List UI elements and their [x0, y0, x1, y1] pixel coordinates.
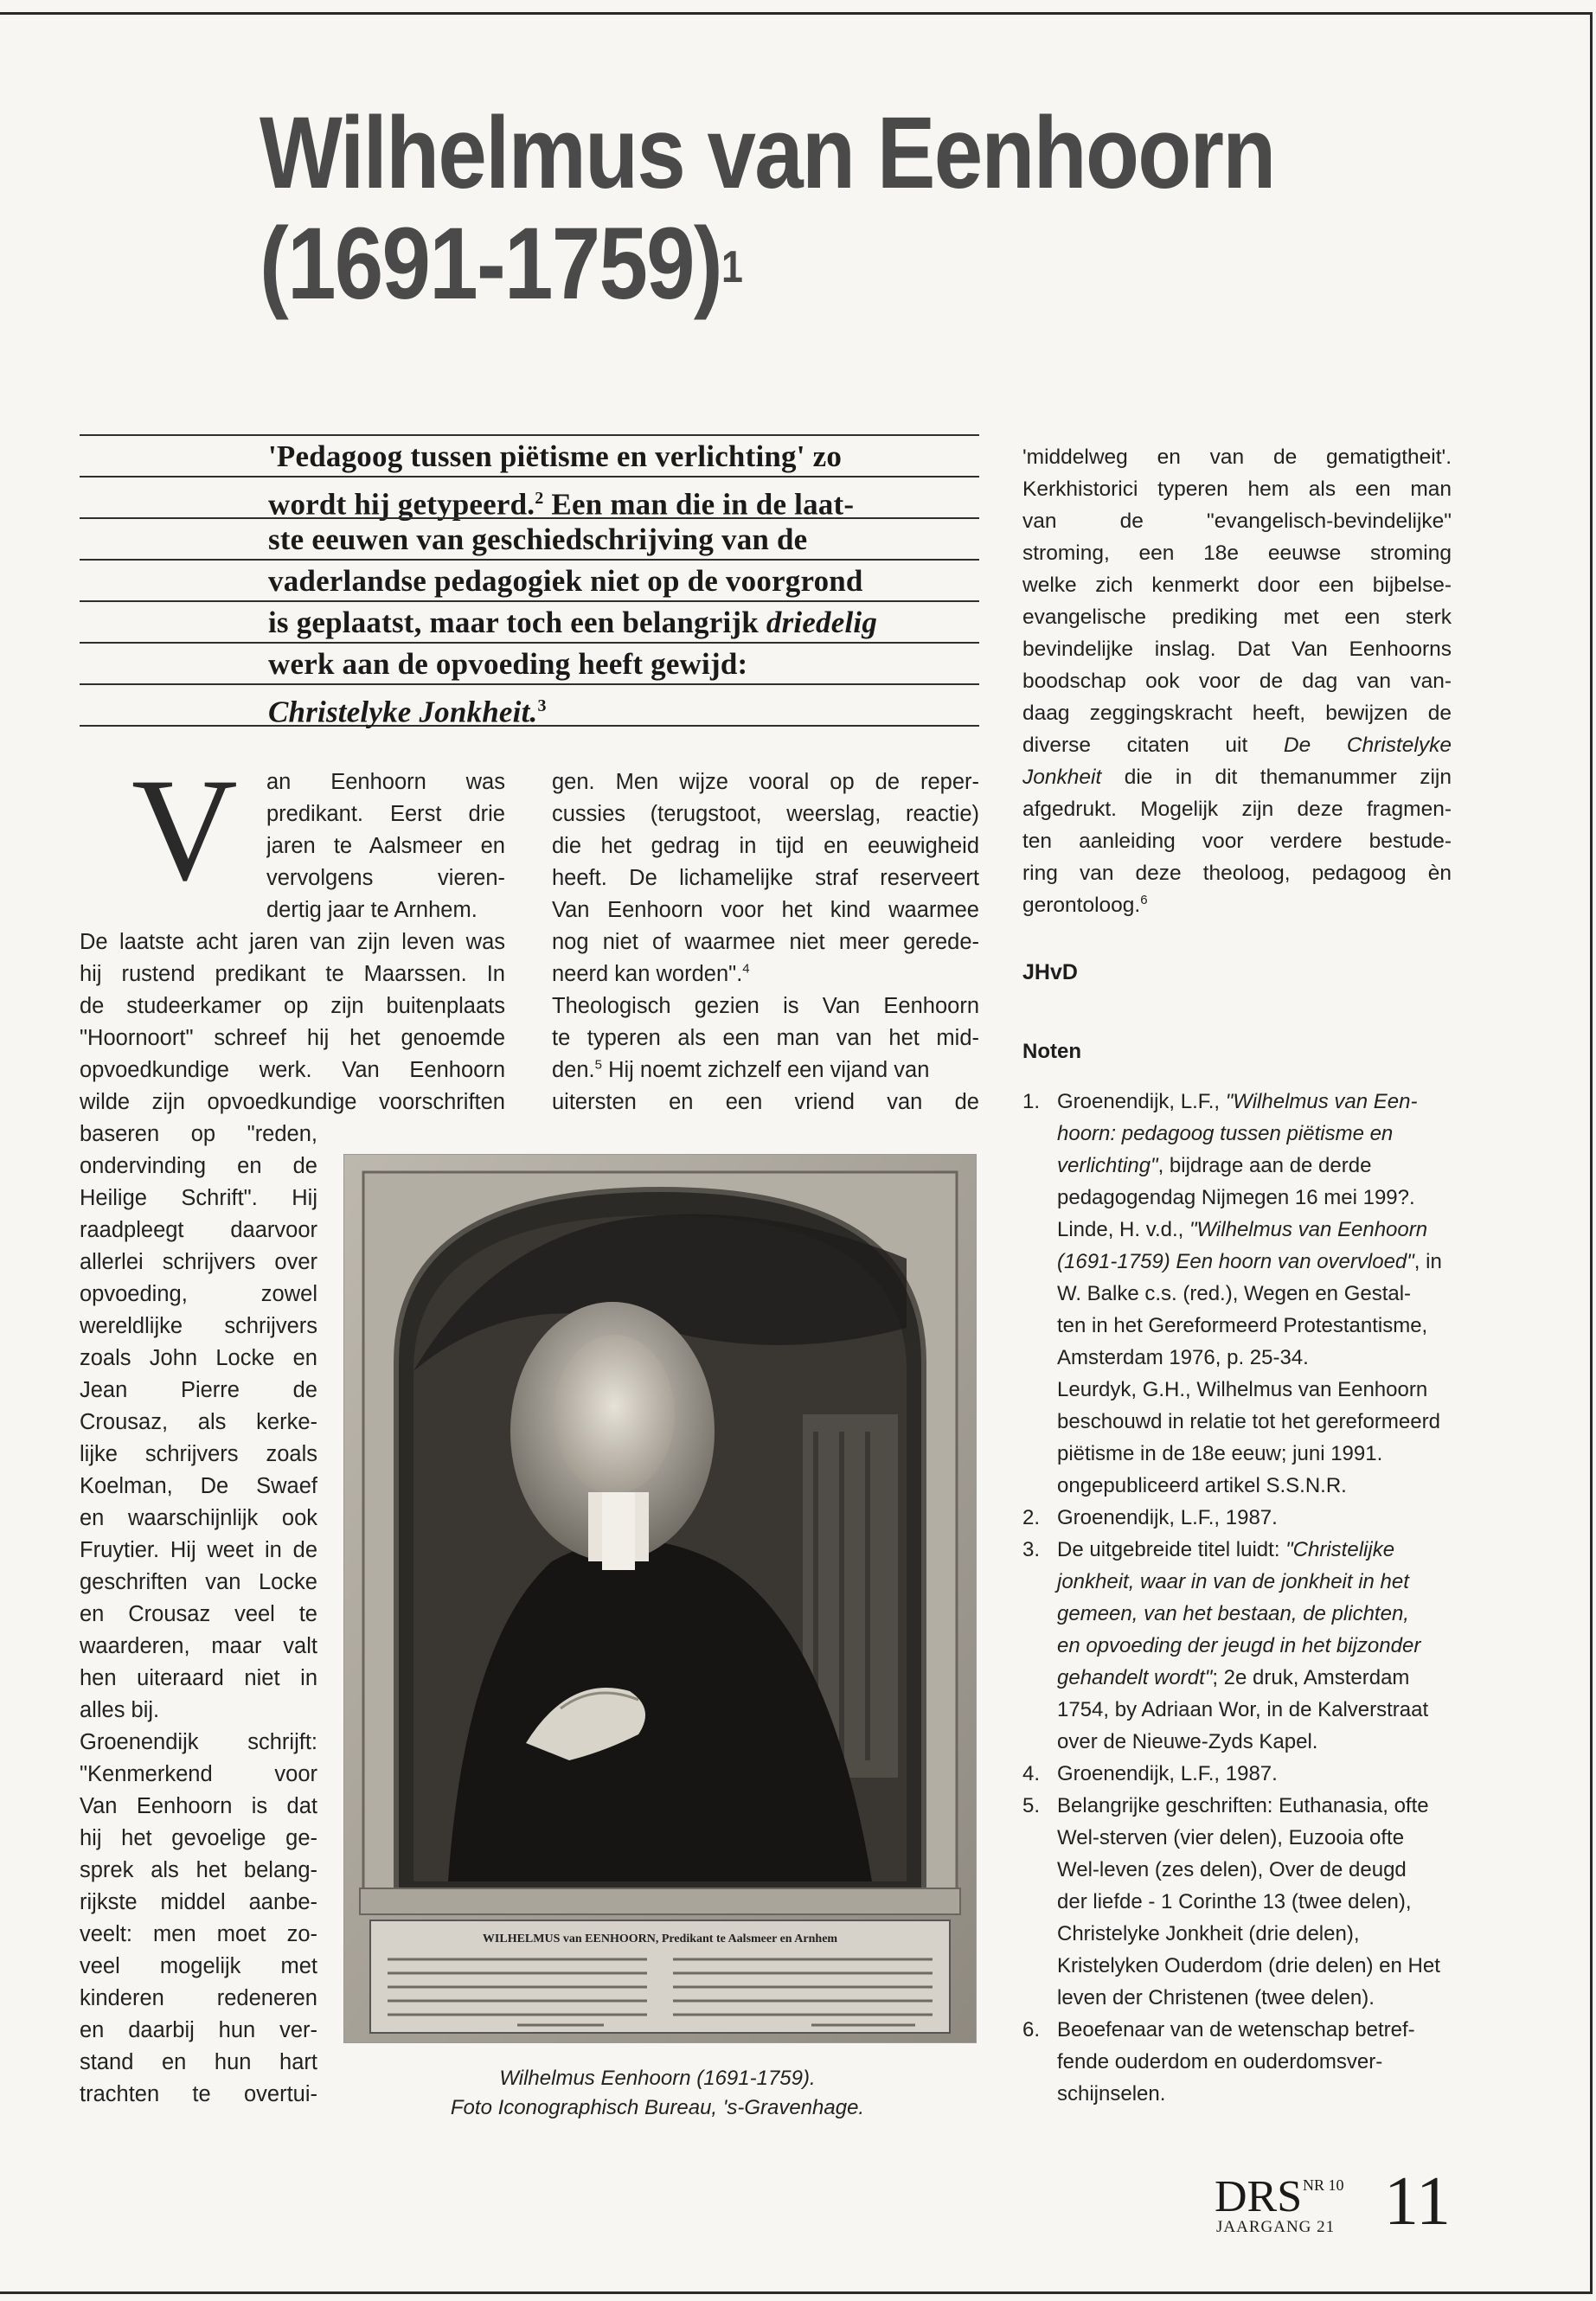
footnote-line: Groenendijk, L.F., "Wilhelmus van Een- [1057, 1090, 1418, 1113]
footnote-line: piëtisme in de 18e eeuw; juni 1991. [1057, 1442, 1383, 1465]
text-line: Groenendijk schrijft: [80, 1730, 317, 1754]
text-line: Van Eenhoorn is dat [80, 1794, 317, 1818]
text-line: Koelman, De Swaef [80, 1474, 317, 1498]
footnote-item [1022, 2014, 1455, 2110]
text-line: "Hoornoort" schreef hij het genoemde [80, 1026, 505, 1050]
footnote-line: Kristelyken Ouderdom (drie delen) en Het [1057, 1954, 1440, 1977]
footnote-line: fende ouderdom en ouderdomsver- [1057, 2050, 1383, 2073]
text-line: hen uiteraard niet in [80, 1666, 317, 1690]
footnote-line: Wel-leven (zes delen), Over de deugd [1057, 1858, 1407, 1881]
footnote-line: Belangrijke geschriften: Euthanasia, ofte [1057, 1794, 1429, 1817]
text-line: uitersten en een vriend van de [552, 1090, 979, 1114]
text-line: Jonkheit die in dit themanummer zijn [1022, 766, 1452, 789]
text-line: Jean Pierre de [80, 1378, 317, 1402]
text-line: evangelische prediking met een sterk [1022, 606, 1452, 629]
footnote-item [1022, 1502, 1455, 1534]
text-line: Fruytier. Hij weet in de [80, 1538, 317, 1562]
text-line: lijke schrijvers zoals [80, 1442, 317, 1466]
footnote-item [1022, 1086, 1455, 1502]
text-line: de studeerkamer op zijn buitenplaats [80, 994, 505, 1018]
text-line: van de "evangelisch-bevindelijke" [1022, 510, 1452, 533]
title-years: (1691-1759) [260, 207, 721, 321]
footnote-line: Linde, H. v.d., "Wilhelmus van Eenhoorn [1057, 1218, 1428, 1241]
text-line: wereldlijke schrijvers [80, 1314, 317, 1338]
lead-line: Christelyke Jonkheit.$^3$ [268, 695, 547, 729]
footnote-number: 4. [1022, 1762, 1041, 1785]
footnote-line: W. Balke c.s. (red.), Wegen en Gestal- [1057, 1282, 1412, 1305]
caption-line: Wilhelmus Eenhoorn (1691-1759). [499, 2067, 816, 2090]
text-line: dertig jaar te Arnhem. [266, 898, 478, 922]
footnote-line: beschouwd in relatie tot het gereformeerd [1057, 1410, 1440, 1433]
footnote-line: Beoefenaar van de wetenschap betref- [1057, 2018, 1415, 2041]
text-line: vervolgens vieren- [266, 866, 505, 890]
text-line: "Kenmerkend voor [80, 1762, 317, 1786]
footnote-line: (1691-1759) Een hoorn van overvloed", in [1057, 1250, 1442, 1273]
volume: JAARGANG 21 [1216, 2218, 1336, 2236]
text-line: neerd kan worden".$^4$ [552, 961, 750, 986]
text-line: veel mogelijk met [80, 1954, 317, 1978]
text-line: welke zich kenmerkt door een bijbelse- [1022, 574, 1452, 597]
footnote-ref: 6 [1140, 892, 1148, 907]
text-line: Theologisch gezien is Van Eenhoorn [552, 994, 979, 1018]
text-line: boodschap ook voor de dag van van- [1022, 670, 1452, 693]
footnote-number: 2. [1022, 1506, 1041, 1529]
column-3 [1022, 441, 1452, 921]
footnote-line: 1754, by Adriaan Wor, in de Kalverstraat [1057, 1698, 1429, 1721]
footnote-line: Leurdyk, G.H., Wilhelmus van Eenhoorn [1057, 1378, 1428, 1401]
author-initials: JHvD [1022, 960, 1078, 984]
footnote-number: 6. [1022, 2018, 1041, 2041]
text-line: afgedrukt. Mogelijk zijn deze fragmen- [1022, 798, 1452, 821]
title-line-2 [260, 207, 1301, 324]
footnote-line: Christelyke Jonkheit (drie delen), [1057, 1922, 1360, 1945]
footnote-line: der liefde - 1 Corinthe 13 (twee delen), [1057, 1890, 1412, 1913]
text-line: hij het gevoelige ge- [80, 1826, 317, 1850]
footnotes-list [1022, 1086, 1455, 2110]
text-line: jaren te Aalsmeer en [266, 834, 505, 858]
lead-line: is geplaatst, maar toch een belangrijk driedelig [268, 606, 878, 639]
magazine-name: DRS [1215, 2172, 1303, 2221]
portrait-engraving [344, 1155, 976, 2042]
footnote-ref: 5 [594, 1057, 602, 1073]
text-line: opvoeding, zowel [80, 1282, 317, 1306]
text-line: allerlei schrijvers over [80, 1250, 317, 1274]
footnote-line: pedagogendag Nijmegen 16 mei 199?. [1057, 1186, 1415, 1209]
text-line: Crousaz, als kerke- [80, 1410, 317, 1434]
text-line: en Crousaz veel te [80, 1602, 317, 1626]
text-line: kinderen redeneren [80, 1986, 317, 2010]
text-line: alles bij. [80, 1698, 160, 1722]
footnote-line: Wel-sterven (vier delen), Euzooia ofte [1057, 1826, 1405, 1849]
text-line: bevindelijke inslag. Dat Van Eenhoorns [1022, 638, 1452, 661]
lead-line: 'Pedagoog tussen piëtisme en verlichting' zo [268, 439, 843, 473]
issue-number: NR 10 [1303, 2176, 1344, 2194]
text-line: Kerkhistorici typeren hem als een man [1022, 478, 1452, 501]
text-line: predikant. Eerst drie [266, 802, 505, 826]
column-1-bottom [80, 1118, 317, 2111]
footnote-number: 1. [1022, 1090, 1041, 1113]
column-1-top [266, 766, 505, 926]
text-line: Van Eenhoorn voor het kind waarmee [552, 898, 979, 922]
text-line: cussies (terugstoot, weerslag, reactie) [552, 802, 979, 826]
caption-line: Foto Iconographisch Bureau, 's-Gravenhage. [450, 2096, 865, 2119]
text-line: baseren op "reden, [80, 1122, 317, 1146]
lead-line: werk aan de opvoeding heeft gewijd: [268, 647, 748, 681]
footnote-line: Groenendijk, L.F., 1987. [1057, 1762, 1278, 1785]
image-caption [389, 2064, 926, 2123]
text-line: daag zeggingskracht heeft, bewijzen de [1022, 702, 1452, 725]
footnote-line: ten in het Gereformeerd Protestantisme, [1057, 1314, 1428, 1337]
text-line: die het gedrag in tijd en eeuwigheid [552, 834, 979, 858]
drop-cap: V [131, 748, 238, 911]
text-line: ondervinding en de [80, 1154, 317, 1178]
text-line: veelt: men moet zo- [80, 1922, 317, 1946]
lead-line: ste eeuwen van geschiedschrijving van de [268, 522, 808, 556]
text-line: De laatste acht jaren van zijn leven was [80, 930, 505, 954]
page-number: 11 [1384, 2163, 1452, 2240]
footnote-line: leven der Christenen (twee delen). [1057, 1986, 1375, 2009]
footnote-line: gehandelt wordt"; 2e druk, Amsterdam [1057, 1666, 1410, 1689]
footnote-ref: 3 [537, 696, 547, 715]
plate-title: WILHELMUS van EENHOORN, Predikant te Aalsmeer en Arnhem [482, 1932, 838, 1945]
text-line: stand en hun hart [80, 2050, 317, 2074]
text-line: Heilige Schrift". Hij [80, 1186, 317, 1210]
text-line: hij rustend predikant te Maarssen. In [80, 962, 505, 986]
text-line: ten aanleiding voor verdere bestude- [1022, 830, 1452, 853]
lead-paragraph [80, 434, 979, 727]
footnote-line: hoorn: pedagoog tussen piëtisme en [1057, 1122, 1394, 1145]
text-line: raadpleegt daarvoor [80, 1218, 317, 1242]
text-line: zoals John Locke en [80, 1346, 317, 1370]
text-line: rijkste middel aanbe- [80, 1890, 317, 1914]
footnote-item [1022, 1758, 1455, 1790]
text-line: te typeren als een man van het mid- [552, 1026, 979, 1050]
footnote-line: Groenendijk, L.F., 1987. [1057, 1506, 1278, 1529]
portrait-image [343, 1154, 977, 2043]
text-line: waarderen, maar valt [80, 1634, 317, 1658]
footnote-line: ongepubliceerd artikel S.S.N.R. [1057, 1474, 1347, 1497]
footnote-ref: 4 [742, 961, 750, 977]
text-line: wilde zijn opvoedkundige voorschriften [80, 1090, 505, 1114]
footnote-line: verlichting", bijdrage aan de derde [1057, 1154, 1372, 1177]
footnote-line: en opvoeding der jeugd in het bijzonder [1057, 1634, 1421, 1657]
text-line: trachten te overtui- [80, 2082, 317, 2106]
lead-line: wordt hij getypeerd.$^2$ Een man die in de laat- [268, 487, 855, 522]
text-line: gerontoloog.$^6$ [1022, 892, 1148, 917]
text-line: geschriften van Locke [80, 1570, 317, 1594]
footnote-line: schijnselen. [1057, 2082, 1166, 2106]
footnote-line: De uitgebreide titel luidt: "Christelijke [1057, 1538, 1395, 1561]
text-line: en waarschijnlijk ook [80, 1506, 317, 1530]
text-line: en daarbij hun ver- [80, 2018, 317, 2042]
text-line: gen. Men wijze vooral op de reper- [552, 770, 979, 794]
lead-line: vaderlandse pedagogiek niet op de voorgrond [268, 564, 863, 598]
text-line: sprek als het belang- [80, 1858, 317, 1882]
footnote-item [1022, 1790, 1455, 2014]
text-line: diverse citaten uit De Christelyke [1022, 734, 1452, 757]
title-line-1: Wilhelmus van Eenhoorn [260, 96, 1275, 210]
notes-heading: Noten [1022, 1040, 1081, 1063]
text-line: 'middelweg en van de gematigtheit'. [1022, 445, 1452, 469]
footnote-line: gemeen, van het bestaan, de plichten, [1057, 1602, 1409, 1625]
text-line: an Eenhoorn was [266, 770, 505, 794]
footnote-line: Amsterdam 1976, p. 25-34. [1057, 1346, 1309, 1369]
footnote-line: jonkheit, waar in van de jonkheit in het [1057, 1570, 1409, 1593]
footnote-line: over de Nieuwe-Zyds Kapel. [1057, 1730, 1318, 1753]
footnote-number: 5. [1022, 1794, 1041, 1817]
text-line: heeft. De lichamelijke straf reserveert [552, 866, 979, 890]
text-line: stroming, een 18e eeuwse stroming [1022, 542, 1452, 565]
text-line: nog niet of waarmee niet meer gerede- [552, 930, 979, 954]
column-2 [552, 766, 979, 1118]
footnote-item [1022, 1534, 1455, 1758]
title-footnote-ref: 1 [721, 242, 742, 292]
article-title [260, 96, 1301, 324]
footnote-ref: 2 [535, 489, 544, 508]
column-1-mid [80, 926, 505, 1118]
text-line: opvoedkundige werk. Van Eenhoorn [80, 1058, 505, 1082]
text-line: ring van deze theoloog, pedagoog èn [1022, 862, 1452, 885]
footnote-number: 3. [1022, 1538, 1041, 1561]
text-line: den.$^5$ Hij noemt zichzelf een vijand van [552, 1057, 930, 1082]
